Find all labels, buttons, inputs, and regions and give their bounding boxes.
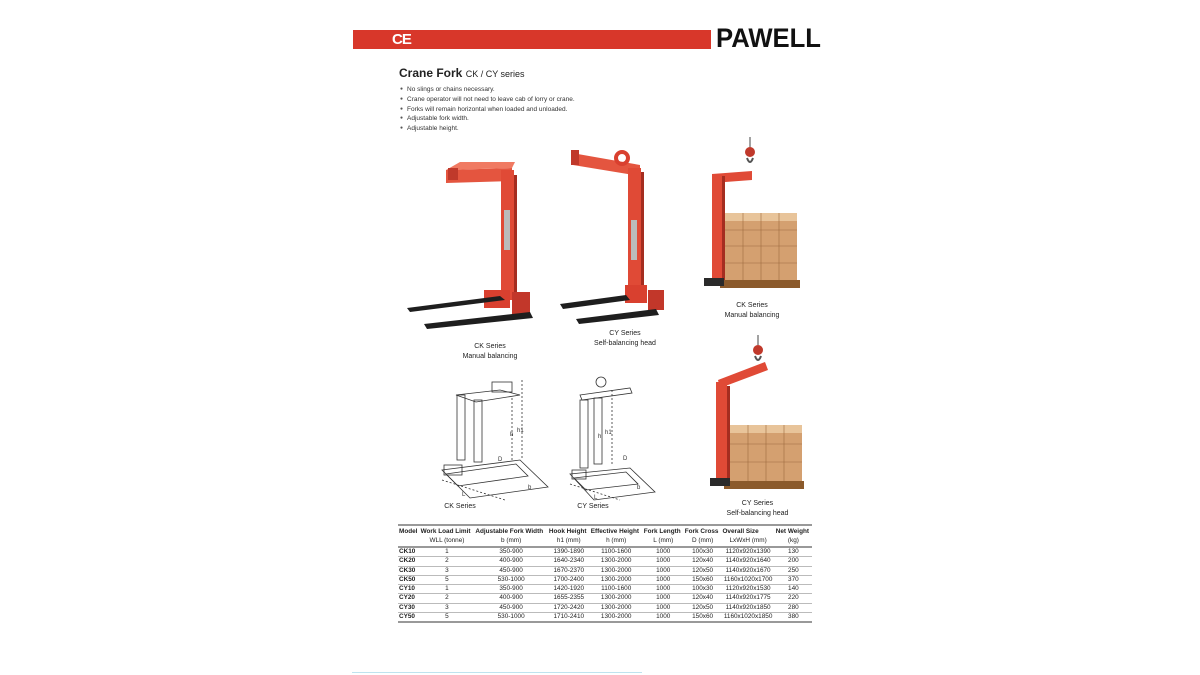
table-cell: 400-900 <box>474 594 548 603</box>
model-cell: CY30 <box>398 603 420 612</box>
table-cell: 1 <box>420 585 475 594</box>
table-cell: 120x40 <box>684 557 722 566</box>
caption-type: Manual balancing <box>724 312 780 319</box>
feature-item: ● Crane operator will not need to leave cab of lorry or crane. <box>400 95 575 105</box>
table-cell: 1140x920x1640 <box>721 557 774 566</box>
model-cell: CY50 <box>398 613 420 623</box>
table-cell: 400-900 <box>474 557 548 566</box>
model-cell: CK10 <box>398 547 420 557</box>
table-cell: 1655-2355 <box>548 594 590 603</box>
table-unit-cell: LxWxH (mm) <box>721 536 774 547</box>
table-row <box>398 585 812 594</box>
feature-item: ● Adjustable height. <box>400 124 575 134</box>
table-cell: 1160x1020x1850 <box>721 613 774 623</box>
table-row <box>398 594 812 603</box>
model-cell: CK50 <box>398 575 420 584</box>
table-cell: 1000 <box>643 547 684 557</box>
ck-fork-illustration <box>407 162 533 329</box>
dim-d-label: D <box>623 456 628 462</box>
ce-mark: CE <box>392 31 411 48</box>
table-row <box>398 557 812 566</box>
model-cell: CY10 <box>398 585 420 594</box>
table-cell: 1420-1920 <box>548 585 590 594</box>
dim-b-label: b <box>637 485 641 491</box>
table-header-cell: Effective Height <box>590 525 643 536</box>
table-cell: 1300-2000 <box>590 603 643 612</box>
caption-type: Self-balancing head <box>594 340 656 347</box>
table-unit-cell: h1 (mm) <box>548 536 590 547</box>
table-cell: 1120x920x1390 <box>721 547 774 557</box>
table-cell: 350-900 <box>474 547 548 557</box>
feature-item: ● Forks will remain horizontal when loaded and unloaded. <box>400 105 575 115</box>
caption-ck-loaded <box>712 301 792 321</box>
table-unit-cell: b (mm) <box>474 536 548 547</box>
table-cell: 1000 <box>643 613 684 623</box>
table-cell: 1120x920x1530 <box>721 585 774 594</box>
brand-logo: PAWELL <box>716 23 821 53</box>
cy-technical-drawing <box>570 377 655 500</box>
table-cell: 1640-2340 <box>548 557 590 566</box>
table-cell: 1720-2420 <box>548 603 590 612</box>
table-unit-cell: WLL (tonne) <box>420 536 475 547</box>
table-cell: 530-1000 <box>474 575 548 584</box>
table-cell: 1140x920x1670 <box>721 566 774 575</box>
bottom-divider <box>352 672 642 673</box>
table-cell: 2 <box>420 594 475 603</box>
cy-loaded-illustration <box>710 335 804 489</box>
caption-cy-fork <box>580 329 670 349</box>
product-subtitle: CK / CY series <box>465 69 525 79</box>
table-header-cell: Adjustable Fork Width <box>474 525 548 536</box>
table-cell: 1300-2000 <box>590 613 643 623</box>
table-cell: 1710-2410 <box>548 613 590 623</box>
dim-h1-label: h1 <box>517 428 524 434</box>
table-cell: 100x30 <box>684 585 722 594</box>
dim-h1-label: h1 <box>605 430 612 436</box>
caption-series: CY Series <box>609 330 641 337</box>
caption-cy-loaded <box>715 499 800 519</box>
dim-b-label: b <box>528 485 532 491</box>
table-header-cell: Net Weight <box>775 525 812 536</box>
spec-table <box>398 524 812 623</box>
table-cell: 450-900 <box>474 566 548 575</box>
table-cell: 370 <box>775 575 812 584</box>
caption-ck-drawing: CK Series <box>444 503 476 510</box>
table-unit-cell: (kg) <box>775 536 812 547</box>
table-cell: 1100-1600 <box>590 585 643 594</box>
table-header-cell: Work Load Limit <box>420 525 475 536</box>
table-cell: 100x30 <box>684 547 722 557</box>
ck-loaded-illustration <box>704 137 800 288</box>
table-cell: 1000 <box>643 566 684 575</box>
table-unit-cell: D (mm) <box>684 536 722 547</box>
table-cell: 280 <box>775 603 812 612</box>
table-cell: 1300-2000 <box>590 575 643 584</box>
table-cell: 220 <box>775 594 812 603</box>
caption-series: CK Series <box>736 302 768 309</box>
cy-fork-illustration <box>560 150 664 324</box>
table-cell: 1140x920x1775 <box>721 594 774 603</box>
table-row <box>398 613 812 623</box>
table-units-row <box>398 536 812 547</box>
table-cell: 530-1000 <box>474 613 548 623</box>
dim-l-label: L <box>594 495 598 501</box>
model-cell: CK30 <box>398 566 420 575</box>
caption-series: CY Series <box>741 500 774 507</box>
table-cell: 130 <box>775 547 812 557</box>
table-cell: 140 <box>775 585 812 594</box>
table-header-cell: Fork Cross <box>684 525 722 536</box>
table-cell: 250 <box>775 566 812 575</box>
table-cell: 1160x1020x1700 <box>721 575 774 584</box>
table-row <box>398 566 812 575</box>
table-cell: 1300-2000 <box>590 566 643 575</box>
table-cell: 120x40 <box>684 594 722 603</box>
dim-l-label: L <box>462 492 466 498</box>
table-cell: 5 <box>420 575 475 584</box>
table-cell: 1300-2000 <box>590 594 643 603</box>
table-unit-cell <box>398 536 420 547</box>
table-cell: 1000 <box>643 557 684 566</box>
table-cell: 1670-2370 <box>548 566 590 575</box>
table-cell: 350-900 <box>474 585 548 594</box>
feature-item: ● No slings or chains necessary. <box>400 85 575 95</box>
table-cell: 5 <box>420 613 475 623</box>
caption-type: Manual balancing <box>462 353 518 360</box>
table-header-cell: Hook Height <box>548 525 590 536</box>
caption-ck-fork <box>450 342 530 362</box>
table-cell: 150x60 <box>684 575 722 584</box>
table-unit-cell: h (mm) <box>590 536 643 547</box>
table-cell: 450-900 <box>474 603 548 612</box>
table-cell: 1100-1600 <box>590 547 643 557</box>
feature-item: ● Adjustable fork width. <box>400 114 575 124</box>
table-header-cell: Model <box>398 525 420 536</box>
dim-h-label: h <box>598 434 602 440</box>
table-cell: 1 <box>420 547 475 557</box>
table-cell: 1700-2400 <box>548 575 590 584</box>
table-body <box>398 547 812 622</box>
table-cell: 1000 <box>643 585 684 594</box>
table-row <box>398 547 812 557</box>
caption-cy-drawing: CY Series <box>577 503 609 510</box>
table-header-cell: Overall Size <box>721 525 774 536</box>
product-title: Crane Fork <box>399 66 463 80</box>
model-cell: CY20 <box>398 594 420 603</box>
table-cell: 1140x920x1850 <box>721 603 774 612</box>
caption-type: Self-balancing head <box>726 510 789 517</box>
table-cell: 1000 <box>643 594 684 603</box>
table-cell: 150x60 <box>684 613 722 623</box>
table-cell: 1000 <box>643 603 684 612</box>
table-header-row <box>398 525 812 536</box>
table-cell: 3 <box>420 566 475 575</box>
table-cell: 380 <box>775 613 812 623</box>
table-cell: 1300-2000 <box>590 557 643 566</box>
table-cell: 1000 <box>643 575 684 584</box>
caption-series: CK Series <box>474 343 506 350</box>
table-cell: 2 <box>420 557 475 566</box>
dim-d-label: D <box>498 457 503 463</box>
table-cell: 200 <box>775 557 812 566</box>
table-row <box>398 575 812 584</box>
dim-h-label: h <box>510 432 514 438</box>
table-header-cell: Fork Length <box>643 525 684 536</box>
table-cell: 1390-1890 <box>548 547 590 557</box>
table-unit-cell: L (mm) <box>643 536 684 547</box>
model-cell: CK20 <box>398 557 420 566</box>
table-cell: 120x50 <box>684 603 722 612</box>
ck-technical-drawing <box>442 380 548 500</box>
table-row <box>398 603 812 612</box>
table-cell: 3 <box>420 603 475 612</box>
table-cell: 120x50 <box>684 566 722 575</box>
